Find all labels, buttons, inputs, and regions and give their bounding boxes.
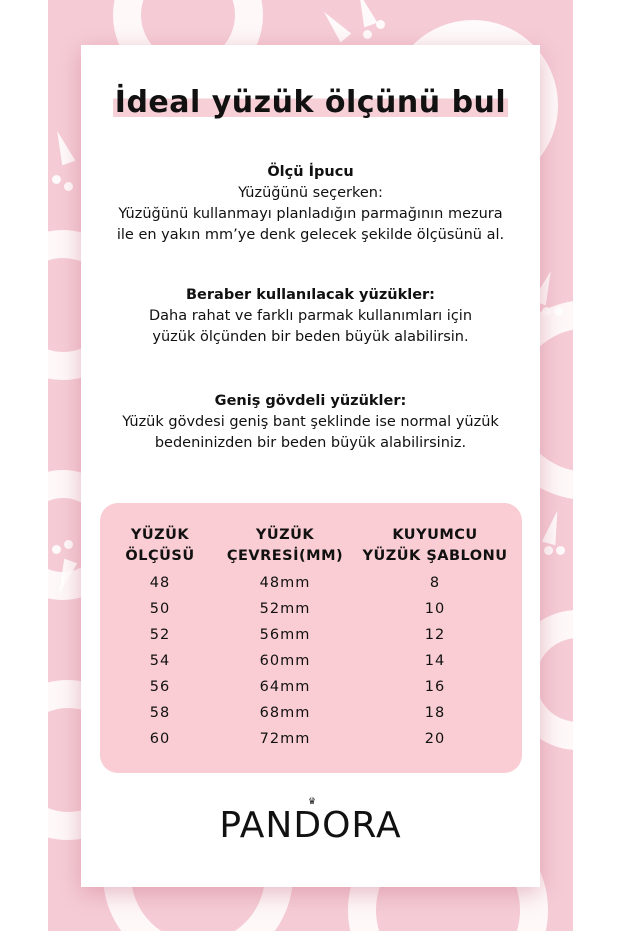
section-line: Daha rahat ve farklı parmak kullanımları için	[148, 308, 473, 324]
page-title-text: İdeal yüzük ölçünü bul	[114, 85, 507, 120]
cell-circumference: 72mm	[259, 731, 311, 747]
header-line: YÜZÜK	[130, 527, 190, 543]
table-row	[100, 705, 522, 731]
pandora-logo: PANDORA	[219, 805, 402, 846]
table-row	[100, 731, 522, 757]
cell-circumference: 64mm	[259, 679, 311, 695]
stacking-rings-section	[81, 285, 540, 348]
crown-decoration	[542, 509, 564, 545]
cell-size: 56	[149, 679, 171, 695]
cell-circumference: 68mm	[259, 705, 311, 721]
wide-band-rings-section	[81, 391, 540, 454]
cell-size: 54	[149, 653, 171, 669]
table-row	[100, 575, 522, 601]
dot-decoration	[64, 540, 73, 549]
dot-decoration	[544, 546, 553, 555]
size-table	[100, 503, 522, 773]
section-line: ile en yakın mm’ye denk gelecek şekilde ölçüsünü al.	[116, 227, 505, 243]
crown-decoration	[319, 7, 352, 42]
cell-size: 50	[149, 601, 171, 617]
cell-template: 10	[424, 601, 446, 617]
size-guide-card	[81, 45, 540, 887]
table-row	[100, 679, 522, 705]
cell-circumference: 48mm	[259, 575, 311, 591]
cell-circumference: 56mm	[259, 627, 311, 643]
column-header-ring-size	[110, 525, 210, 567]
dot-decoration	[363, 30, 372, 39]
section-line: bedeninizden bir beden büyük alabilirsiniz.	[154, 435, 467, 451]
dot-decoration	[554, 307, 563, 316]
table-row	[100, 601, 522, 627]
crown-decoration	[51, 129, 76, 166]
dot-decoration	[376, 20, 385, 29]
section-line: Yüzük gövdesi geniş bant şeklinde ise normal yüzük	[122, 414, 499, 430]
section-heading: Beraber kullanılacak yüzükler:	[186, 287, 435, 303]
dot-decoration	[52, 545, 61, 554]
dot-decoration	[52, 175, 61, 184]
measurement-tip-section	[81, 162, 540, 246]
section-line: Yüzüğünü kullanmayı planladığın parmağının mezura	[118, 206, 503, 222]
cell-template: 12	[424, 627, 446, 643]
cell-template: 18	[424, 705, 446, 721]
cell-template: 16	[424, 679, 446, 695]
cell-template: 14	[424, 653, 446, 669]
column-header-jeweler-template	[355, 525, 515, 567]
table-row	[100, 653, 522, 679]
cell-size: 60	[149, 731, 171, 747]
cell-size: 58	[149, 705, 171, 721]
header-line: YÜZÜK	[255, 527, 315, 543]
crown-icon: ♛	[308, 797, 317, 807]
dot-decoration	[556, 546, 565, 555]
section-heading: Ölçü İpucu	[267, 164, 354, 180]
column-header-circumference	[215, 525, 355, 567]
cell-circumference: 52mm	[259, 601, 311, 617]
cell-size: 52	[149, 627, 171, 643]
dot-decoration	[542, 307, 551, 316]
header-line: YÜZÜK ŞABLONU	[362, 548, 508, 564]
crown-decoration	[353, 0, 378, 27]
cell-template: 8	[429, 575, 441, 591]
header-line: KUYUMCU	[392, 527, 478, 543]
header-line: ÇEVRESİ(MM)	[226, 548, 344, 564]
table-row	[100, 627, 522, 653]
cell-circumference: 60mm	[259, 653, 311, 669]
section-line: yüzük ölçünden bir beden büyük alabilirsin.	[152, 329, 469, 345]
dot-decoration	[64, 182, 73, 191]
page-title	[81, 85, 540, 120]
cell-template: 20	[424, 731, 446, 747]
section-line: Yüzüğünü seçerken:	[238, 185, 383, 201]
cell-size: 48	[149, 575, 171, 591]
section-heading: Geniş gövdeli yüzükler:	[214, 393, 407, 409]
header-line: ÖLÇÜSÜ	[125, 548, 195, 564]
